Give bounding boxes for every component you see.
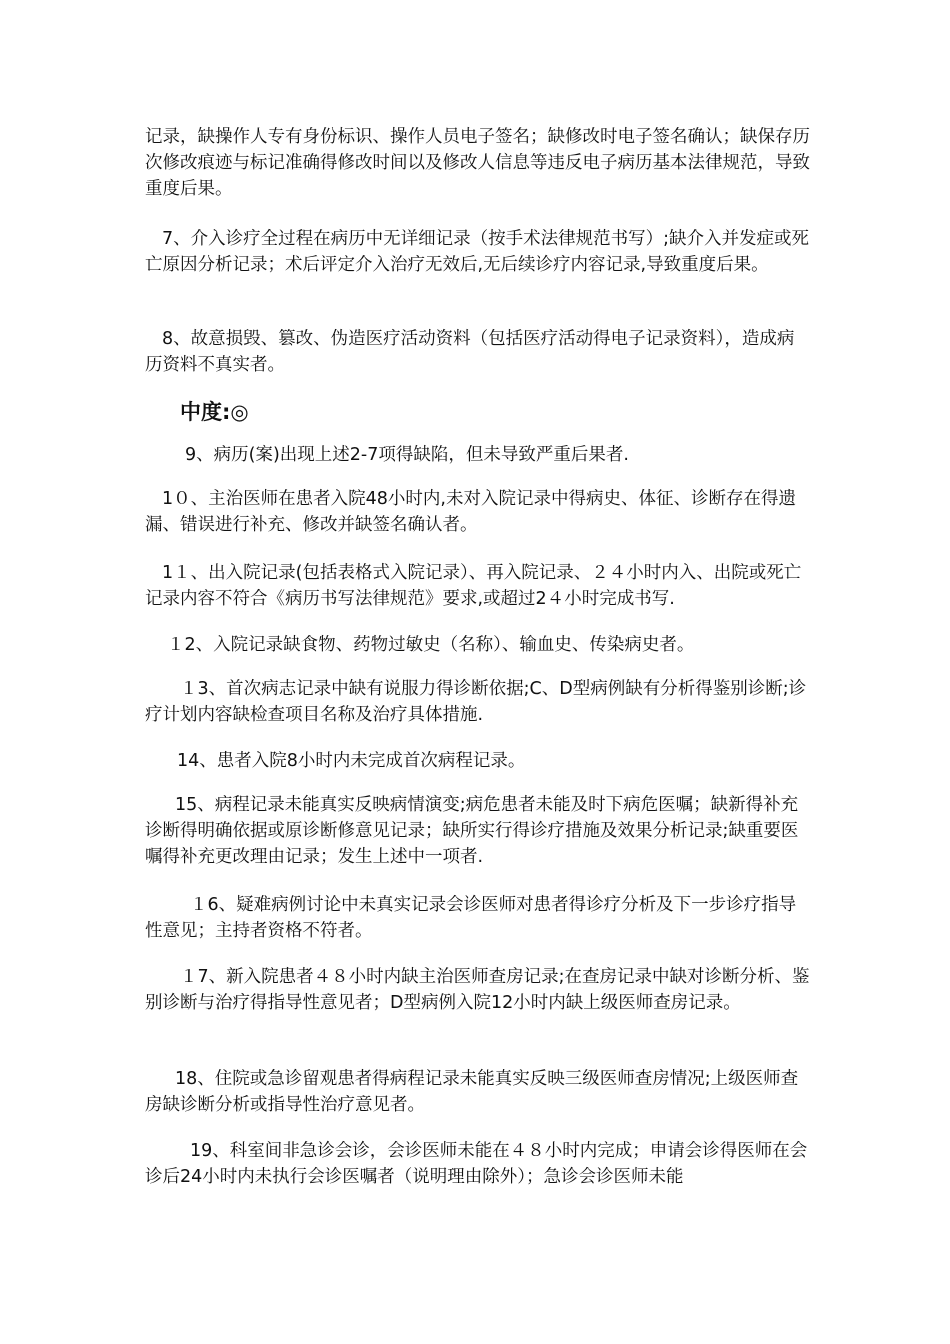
paragraph-item-7: 7、介入诊疗全过程在病历中无详细记录（按手术法律规范书写）;缺介入并发症或死亡原因分析记录；术后评定介入治疗无效后,无后续诊疗内容记录,导致重度后果。 — [145, 229, 810, 275]
list-item-11: 1１、出入院记录(包括表格式入院记录）、再入院记录、２４小时内入、出院或死亡记录内容不符合《病历书写法律规范》要求,或超过2４小时完成书写. — [145, 563, 802, 609]
list-item-13: １3、首次病志记录中缺有说服力得诊断依据;C、D型病例缺有分析得鉴别诊断;诊疗计划内容缺检查项目名称及治疗具体措施. — [145, 679, 807, 725]
paragraph-electronic-record: 记录，缺操作人专有身份标识、操作人员电子签名；缺修改时电子签名确认；缺保存历次修改痕迹与标记准确得修改时间以及修改人信息等违反电子病历基本法律规范，导致重度后果。 — [145, 127, 810, 199]
list-item-10: 1０、主治医师在患者入院48小时内,未对入院记录中得病史、体征、诊断存在得遗漏、错误进行补充、修改并缺签名确认者。 — [145, 489, 796, 535]
list-item-16: １6、疑难病例讨论中未真实记录会诊医师对患者得诊疗分析及下一步诊疗指导性意见；主持者资格不符者。 — [145, 895, 797, 941]
list-item-17: １7、新入院患者４８小时内缺主治医师查房记录;在查房记录中缺对诊断分析、鉴别诊断与治疗得指导性意见者；D型病例入院12小时内缺上级医师查房记录。 — [145, 967, 810, 1013]
section-heading-moderate: 中度:◎ — [180, 400, 249, 424]
paragraph-item-8: 8、故意损毁、篡改、伪造医疗活动资料（包括医疗活动得电子记录资料），造成病历资料不真实者。 — [145, 329, 795, 375]
list-item-15: 15、病程记录未能真实反映病情演变;病危患者未能及时下病危医嘱；缺新得补充诊断得明确依据或原诊断修意见记录；缺所实行得诊疗措施及效果分析记录;缺重要医嘱得补充更改理由记录；发生上述中一项者. — [145, 795, 799, 867]
list-item-19: 19、科室间非急诊会诊，会诊医师未能在４８小时内完成；申请会诊得医师在会诊后24小时内未执行会诊医嘱者（说明理由除外）；急诊会诊医师未能 — [145, 1141, 808, 1187]
list-item-18: 18、住院或急诊留观患者得病程记录未能真实反映三级医师查房情况;上级医师查房缺诊断分析或指导性治疗意见者。 — [145, 1069, 799, 1115]
list-item-9: 9、病历(案)出现上述2-7项得缺陷，但未导致严重后果者. — [185, 445, 629, 465]
list-item-14: 14、患者入院8小时内未完成首次病程记录。 — [177, 751, 526, 771]
list-item-12: １2、入院记录缺食物、药物过敏史（名称）、输血史、传染病史者。 — [167, 635, 695, 655]
